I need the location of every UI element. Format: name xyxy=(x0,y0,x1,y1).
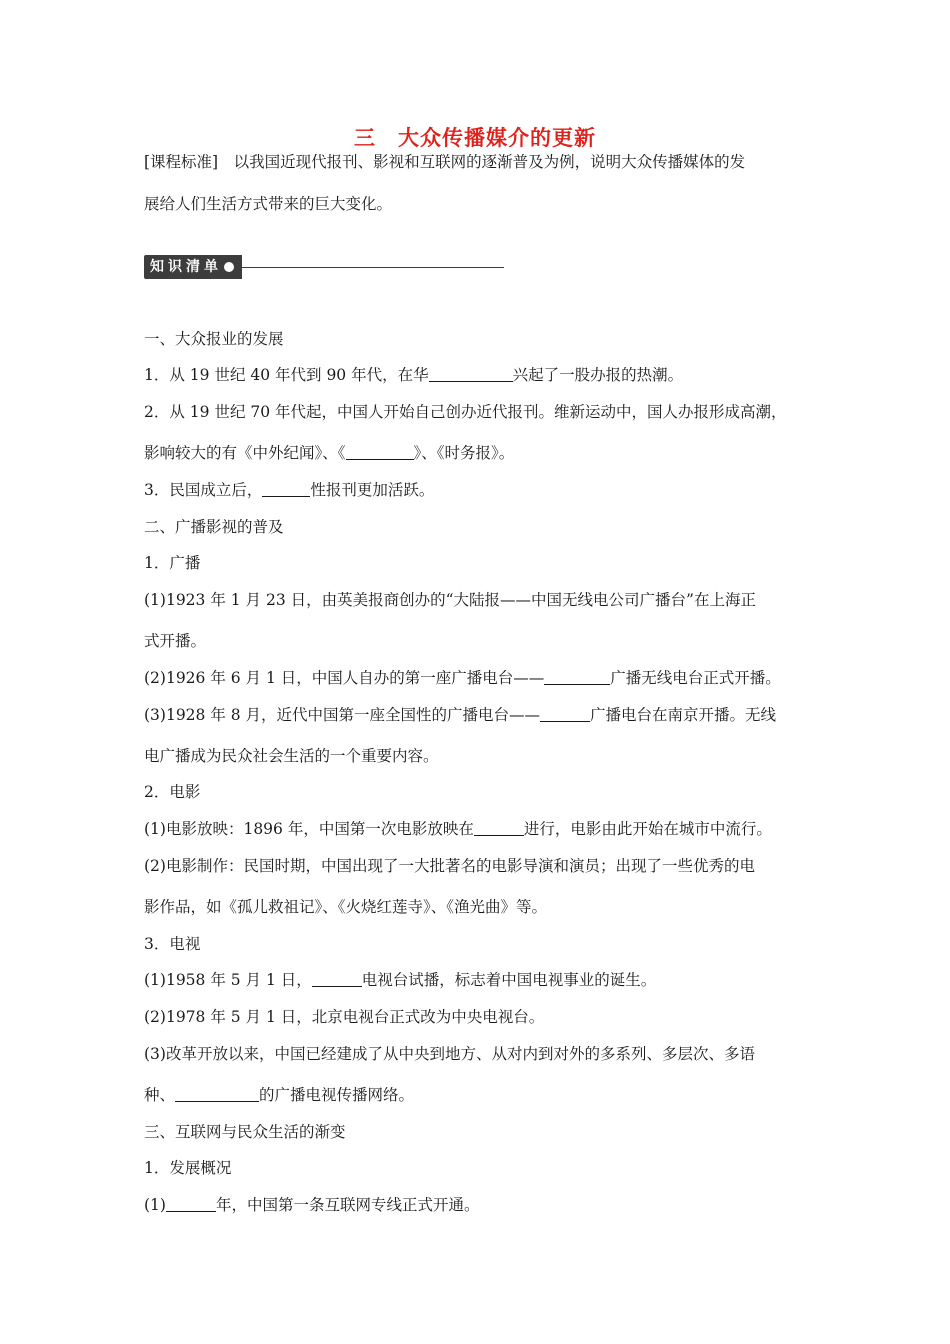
subsection-radio: 1．广播 xyxy=(144,554,201,572)
page-title: 三 大众传播媒介的更新 xyxy=(354,125,596,150)
item-text: 电视台试播，标志着中国电视事业的诞生。 xyxy=(361,971,657,989)
subsection-development-overview: 1．发展概况 xyxy=(144,1159,232,1177)
section-2-heading: 二、广播影视的普及 xyxy=(144,518,284,536)
item-text: 种、 xyxy=(144,1086,176,1104)
item-text: (1)电影放映：1896 年，中国第一次电影放映在 xyxy=(144,820,474,838)
item-1-2-line-2 xyxy=(144,443,514,463)
item-1-3 xyxy=(144,480,434,500)
item-2-1-2 xyxy=(144,668,781,688)
badge-label: 知识清单 xyxy=(150,259,222,275)
fill-blank[interactable] xyxy=(262,480,310,497)
item-2-1-3-line-1 xyxy=(144,705,776,725)
item-text: 广播电台在南京开播。无线 xyxy=(590,706,777,724)
fill-blank[interactable] xyxy=(474,819,524,836)
section-3-heading: 三、互联网与民众生活的渐变 xyxy=(144,1123,346,1141)
knowledge-list-badge xyxy=(144,255,504,279)
item-2-3-3-line-2 xyxy=(144,1085,414,1105)
fill-blank[interactable] xyxy=(540,705,590,722)
item-text: 年，中国第一条互联网专线正式开通。 xyxy=(215,1196,480,1214)
fill-blank[interactable] xyxy=(544,668,610,685)
section-1-heading: 一、大众报业的发展 xyxy=(144,330,284,348)
item-text: 兴起了一股办报的热潮。 xyxy=(512,366,684,384)
item-3-1-1 xyxy=(144,1195,479,1215)
item-2-2-2-line-2: 影作品，如《孤儿救祖记》、《火烧红莲寺》、《渔光曲》等。 xyxy=(144,898,548,916)
fill-blank[interactable] xyxy=(346,443,414,460)
item-text: (2)1926 年 6 月 1 日，中国人自办的第一座广播电台—— xyxy=(144,669,545,687)
subsection-television: 3．电视 xyxy=(144,935,201,953)
item-text: (1) xyxy=(144,1196,166,1214)
fill-blank[interactable] xyxy=(429,365,513,382)
item-text: 影响较大的有《中外纪闻》、《 xyxy=(144,444,346,462)
bullet-dot-icon xyxy=(224,262,234,272)
item-2-1-1-line-2: 式开播。 xyxy=(144,632,207,650)
item-text: 广播无线电台正式开播。 xyxy=(610,669,781,687)
item-2-1-1-line-1: (1)1923 年 1 月 23 日，由英美报商创办的“大陆报——中国无线电公司广播台”在上海正 xyxy=(144,591,756,609)
item-1-2-line-1: 2．从 19 世纪 70 年代起，中国人开始自己创办近代报刊。维新运动中，国人办报形成高潮， xyxy=(144,403,787,421)
item-2-3-2: (2)1978 年 5 月 1 日，北京电视台正式改为中央电视台。 xyxy=(144,1008,545,1026)
fill-blank[interactable] xyxy=(312,970,362,987)
item-text: 1．从 19 世纪 40 年代到 90 年代，在华 xyxy=(144,366,429,384)
item-2-3-3-line-1: (3)改革开放以来，中国已经建成了从中央到地方、从对内到对外的多系列、多层次、多语 xyxy=(144,1045,755,1063)
badge-divider-line xyxy=(242,267,504,268)
badge-label-box xyxy=(144,255,242,279)
fill-blank[interactable] xyxy=(175,1085,259,1102)
subsection-film: 2．电影 xyxy=(144,783,201,801)
item-2-2-2-line-1: (2)电影制作：民国时期，中国出现了一大批著名的电影导演和演员；出现了一些优秀的电 xyxy=(144,857,755,875)
fill-blank[interactable] xyxy=(166,1195,216,1212)
item-text: 进行，电影由此开始在城市中流行。 xyxy=(523,820,772,838)
item-2-2-1 xyxy=(144,819,772,839)
item-1-1 xyxy=(144,365,683,385)
curriculum-standard-line-2: 展给人们生活方式带来的巨大变化。 xyxy=(144,195,393,213)
item-text: (1)1958 年 5 月 1 日， xyxy=(144,971,312,989)
item-2-1-3-line-2: 电广播成为民众社会生活的一个重要内容。 xyxy=(144,747,439,765)
curriculum-standard-line-1: [课程标准] 以我国近现代报刊、影视和互联网的逐渐普及为例，说明大众传播媒体的发 xyxy=(144,153,746,171)
item-text: 》、《时务报》。 xyxy=(413,444,515,462)
item-text: 性报刊更加活跃。 xyxy=(310,481,435,499)
item-text: 3．民国成立后， xyxy=(144,481,263,499)
item-2-3-1 xyxy=(144,970,656,990)
item-text: (3)1928 年 8 月，近代中国第一座全国性的广播电台—— xyxy=(144,706,541,724)
item-text: 的广播电视传播网络。 xyxy=(259,1086,415,1104)
